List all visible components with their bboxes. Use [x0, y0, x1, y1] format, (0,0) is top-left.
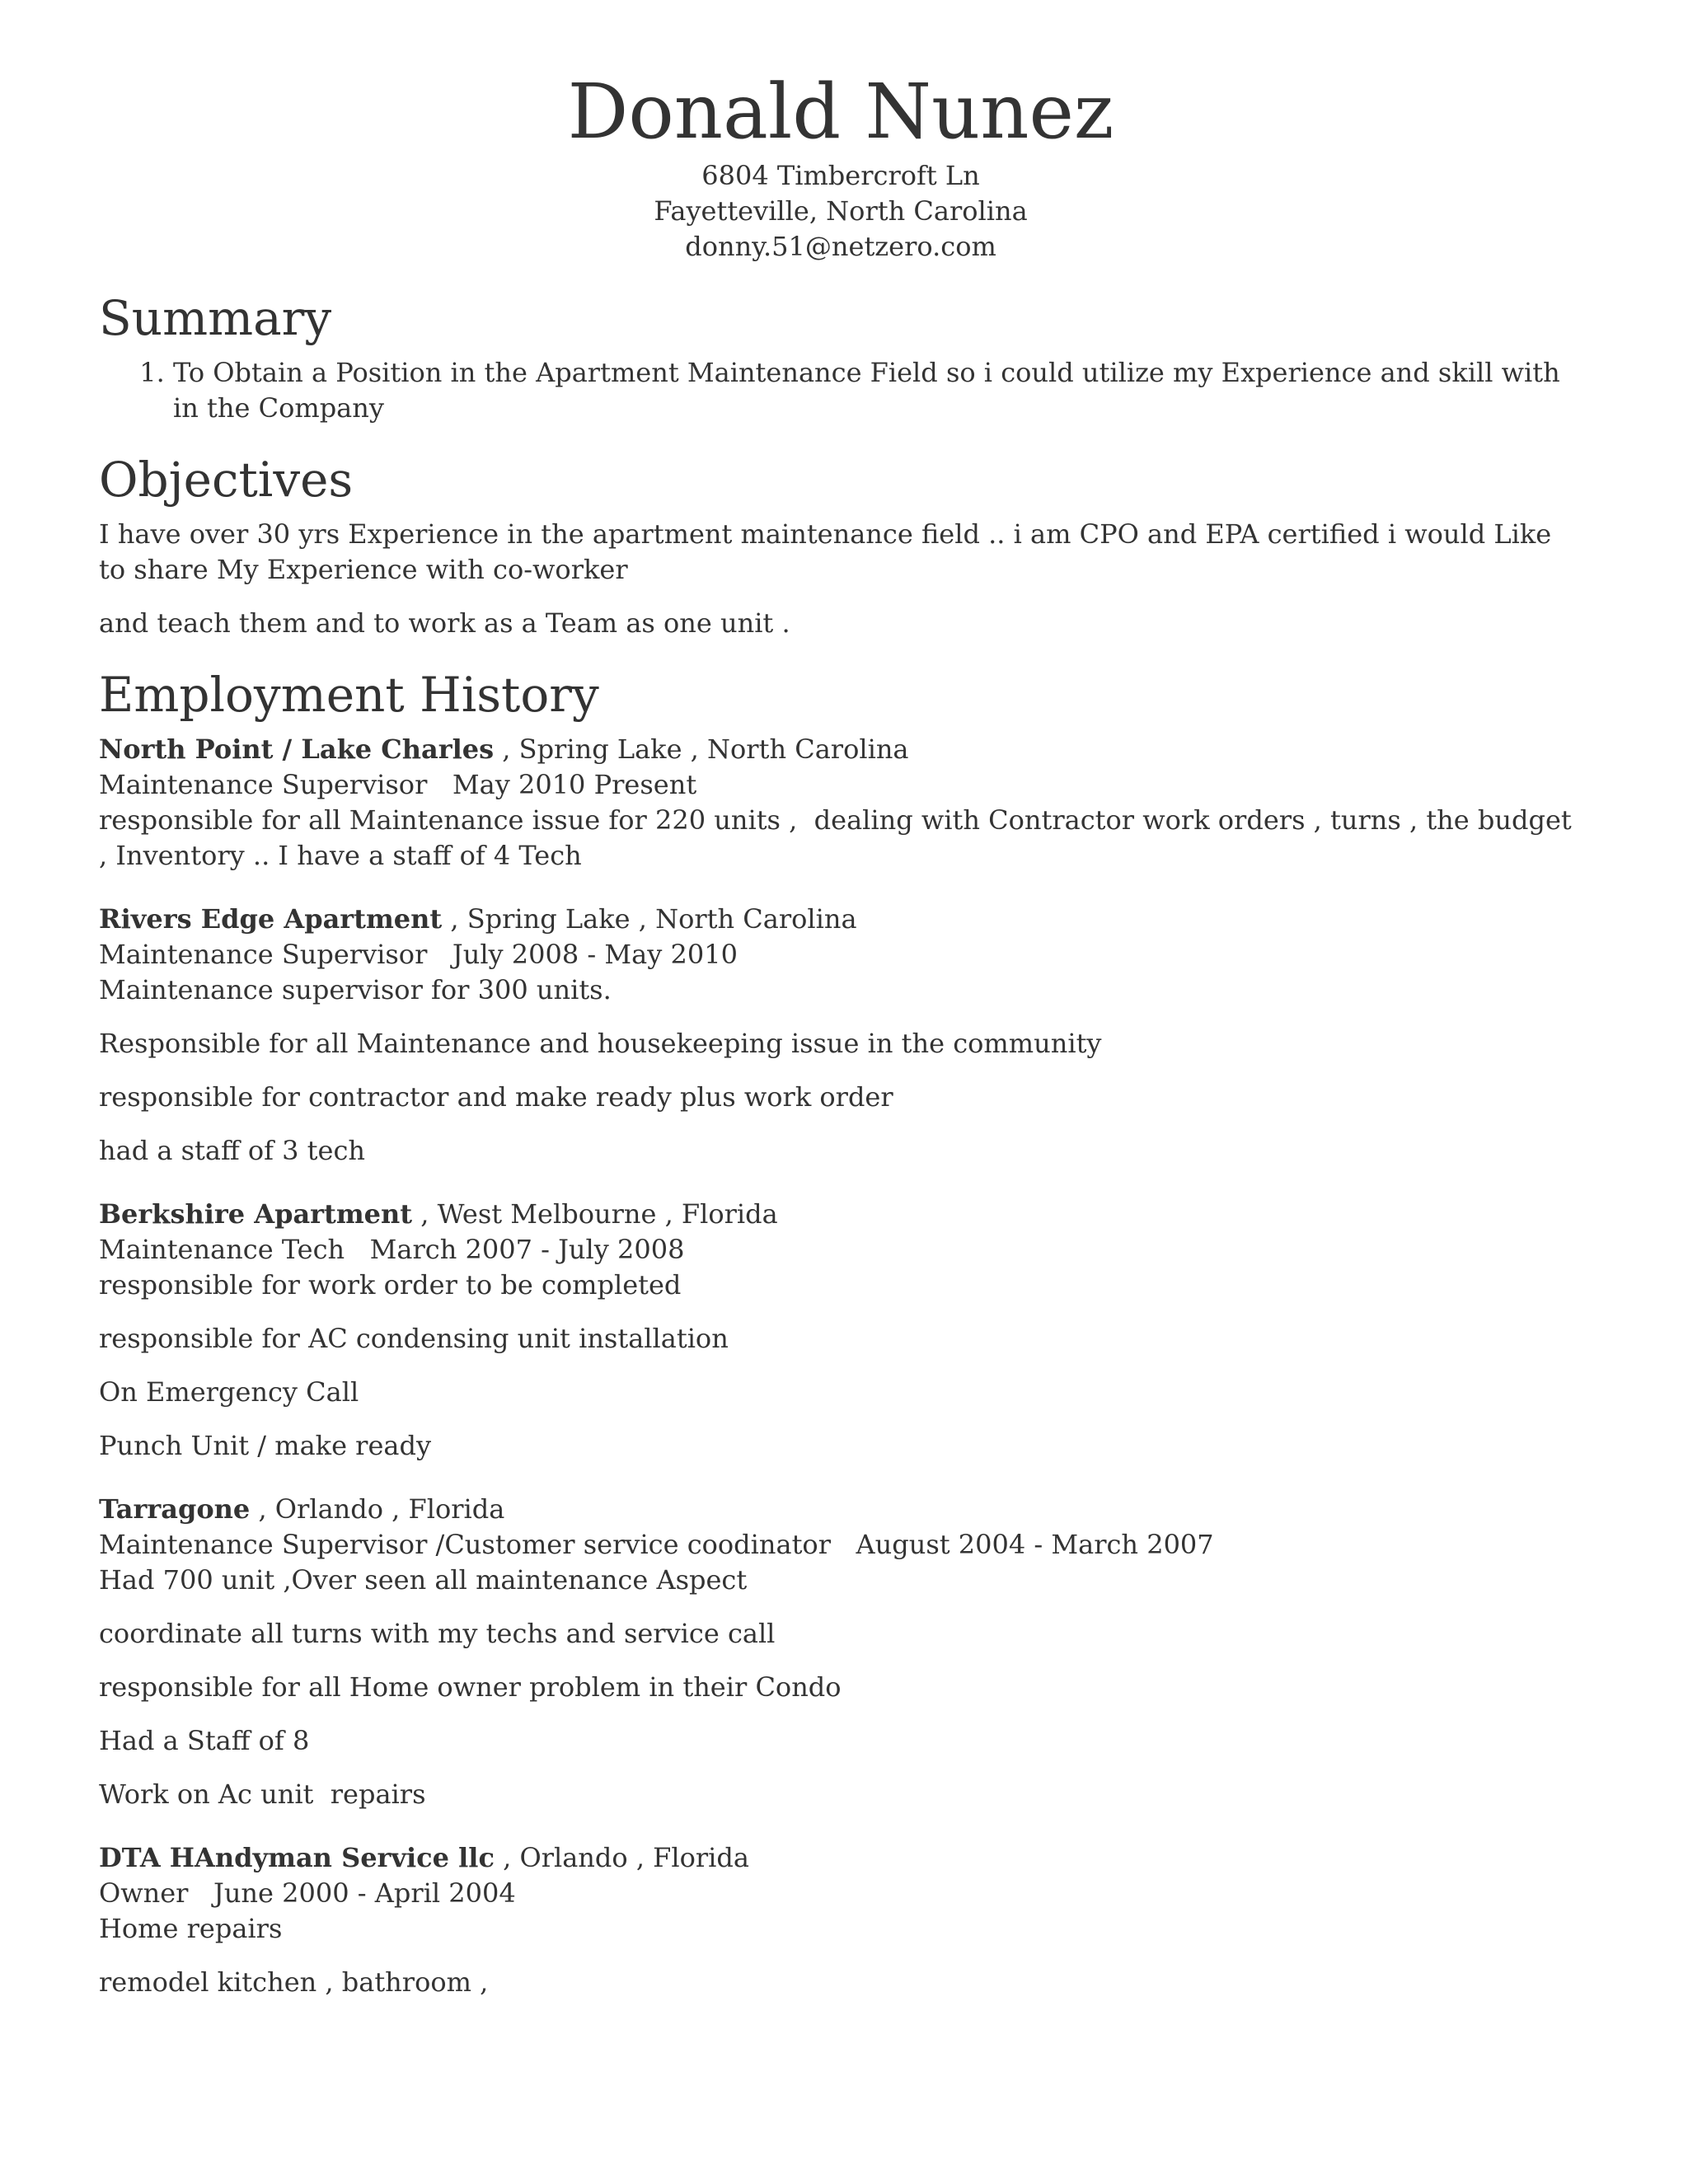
email: donny.51@netzero.com	[685, 231, 996, 262]
job-org: North Point / Lake Charles	[99, 733, 495, 765]
job-org: Rivers Edge Apartment	[99, 903, 443, 935]
job-org-line	[99, 1197, 1582, 1232]
job-title-dates: Maintenance Supervisor July 2008 - May 2010	[99, 939, 738, 970]
job-org-line	[99, 902, 1582, 937]
resume-page	[99, 66, 1582, 2000]
address-line-2: Fayetteville, North Carolina	[654, 195, 1028, 227]
job-line: Punch Unit / make ready	[99, 1430, 432, 1461]
job-location: , Orlando , Florida	[494, 1842, 749, 1873]
job-line: responsible for contractor and make ready plus work order	[99, 1081, 893, 1113]
job-line: Had 700 unit ,Over seen all maintenance Aspect	[99, 1564, 748, 1596]
job-location: , Spring Lake , North Carolina	[494, 733, 909, 765]
job-line: On Emergency Call	[99, 1376, 359, 1408]
summary-section	[99, 289, 1582, 426]
objectives-paragraph: and teach them and to work as a Team as one unit .	[99, 607, 790, 639]
job-title-dates: Maintenance Supervisor May 2010 Present	[99, 769, 697, 800]
employment-section	[99, 666, 1582, 2000]
objectives-section	[99, 451, 1582, 641]
summary-title: Summary	[99, 290, 332, 346]
job-entry	[99, 732, 1582, 874]
job-title-dates: Owner June 2000 - April 2004	[99, 1877, 516, 1909]
job-line: Maintenance supervisor for 300 units.	[99, 974, 612, 1005]
job-line: responsible for AC condensing unit installation	[99, 1323, 729, 1354]
job-line: coordinate all turns with my techs and service call	[99, 1618, 776, 1649]
job-title-dates: Maintenance Tech March 2007 - July 2008	[99, 1234, 685, 1265]
job-entry	[99, 1492, 1582, 1812]
job-location: , Orlando , Florida	[250, 1493, 505, 1525]
summary-list	[99, 355, 1582, 426]
job-org: Tarragone	[99, 1493, 251, 1525]
job-line: responsible for all Home owner problem in their Condo	[99, 1671, 842, 1703]
job-location: , West Melbourne , Florida	[412, 1198, 778, 1230]
job-org: Berkshire Apartment	[99, 1198, 413, 1230]
employment-title: Employment History	[99, 667, 599, 723]
job-line: Work on Ac unit repairs	[99, 1779, 426, 1810]
candidate-name: Donald Nunez	[567, 68, 1114, 156]
job-line: responsible for work order to be completed	[99, 1269, 682, 1301]
job-entry	[99, 902, 1582, 1169]
resume-header	[99, 66, 1582, 265]
job-line: Home repairs	[99, 1913, 283, 1944]
job-org-line	[99, 1840, 1582, 1876]
job-line: Had a Staff of 8	[99, 1725, 310, 1756]
summary-item: 1. To Obtain a Position in the Apartment Maintenance Field so i could utilize my Experience and skill with in the Company	[173, 355, 1582, 426]
job-org: DTA HAndyman Service llc	[99, 1842, 495, 1873]
job-line: Responsible for all Maintenance and housekeeping issue in the community	[99, 1028, 1102, 1059]
job-entry	[99, 1197, 1582, 1464]
job-line: remodel kitchen , bathroom ,	[99, 1966, 489, 1998]
job-org-line	[99, 1492, 1582, 1527]
job-line: had a staff of 3 tech	[99, 1135, 365, 1166]
job-org-line	[99, 732, 1582, 767]
job-title-dates: Maintenance Supervisor /Customer service coodinator August 2004 - March 2007	[99, 1529, 1214, 1560]
objectives-paragraph: I have over 30 yrs Experience in the apartment maintenance field .. i am CPO and EPA certified i would Like to share My Experience with co-worker	[99, 518, 1560, 585]
objectives-title: Objectives	[99, 452, 354, 508]
job-line: responsible for all Maintenance issue for 220 units , dealing with Contractor work orders , turns , the budget , Inventory .. I have a staff of 4 Tech	[99, 804, 1580, 871]
address-line-1: 6804 Timbercroft Ln	[701, 160, 980, 191]
job-entry	[99, 1840, 1582, 2000]
job-location: , Spring Lake , North Carolina	[442, 903, 857, 935]
